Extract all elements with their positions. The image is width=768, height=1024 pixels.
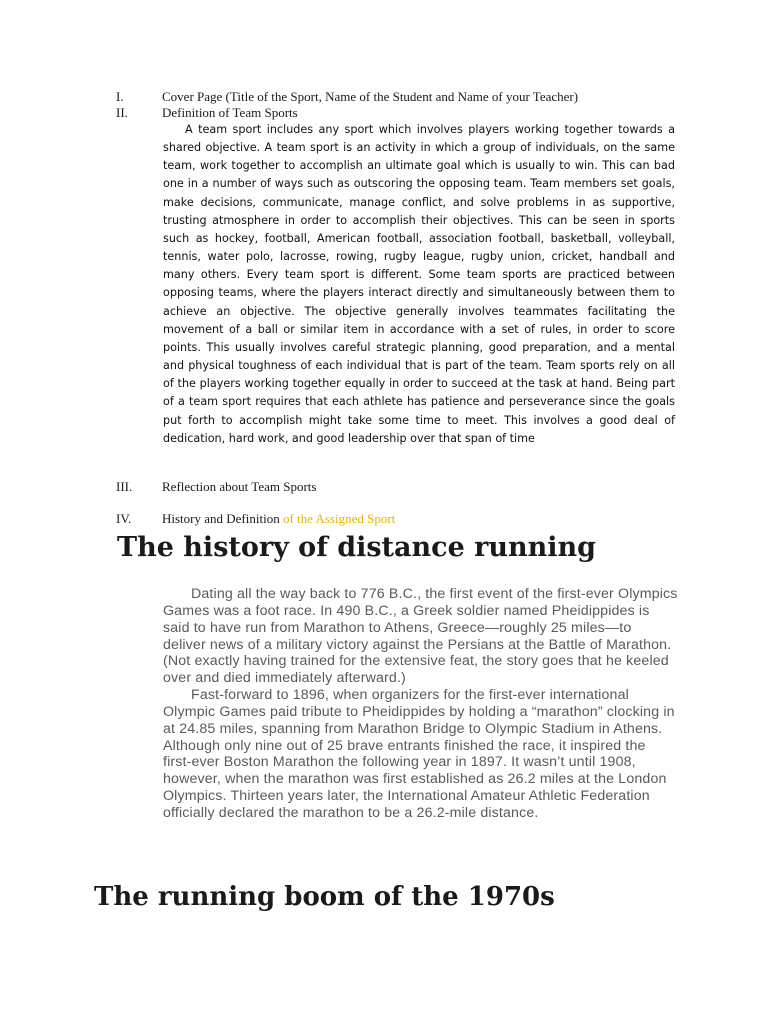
outline-number: II. — [116, 105, 128, 120]
outline-text: Cover Page (Title of the Sport, Name of the Student and Name of your Teacher) — [162, 89, 579, 104]
running-boom-heading: The running boom of the 1970s — [94, 882, 555, 912]
team-sports-definition-paragraph: A team sport includes any sport which involves players working together towards a shared objective. A team sport is an activity in which a group of individuals, on the same team, work together to accomplish an ultimate goal which is usually to win. This can bad one in a number of ways such as outscoring the opposing team. Team members set goals, make decisions, communicate, manage conflict, and solve problems in as supportive, trusting atmosphere in order to accomplish their objectives. This can be seen in sports such as hockey, football, American football, association football, basketball, volleyball, tennis, water polo, lacrosse, rowing, rugby league, rugby union, cricket, handball and many others. Every team sport is different. Some team sports are practiced between opposing teams, where the players interact directly and simultaneously between them to achieve an objective. The objective generally involves teammates facilitating the movement of a ball or similar item in accordance with a set of rules, in order to score points. This usually involves careful strategic planning, good preparation, and a mental and physical toughness of each individual that is part of the team. Team sports rely on all of the players working together equally in order to succeed at the task at hand. Being part of a team sport requires that each athlete has patience and perseverance since the goals put forth to accomplish might take some time to meet. This involves a good deal of dedication, hard work, and good leadership over that span of time — [163, 123, 675, 445]
outline-number: I. — [116, 89, 124, 104]
outline-text-main: History and Definition — [162, 511, 283, 526]
history-paragraph: Dating all the way back to 776 B.C., the first event of the first-ever Olympics Games was a foot race. In 490 B.C., a Greek soldier named Pheidippides is said to have run from Marathon to Athens, Greece—roughly 25 miles—to deliver news of a military victory against the Persians at the Battle of Marathon. (Not exactly having trained for the extensive feat, the story goes that he keeled over and died immediately afterward.) — [163, 586, 678, 687]
history-body — [163, 586, 678, 822]
outline-text: Reflection about Team Sports — [162, 479, 317, 494]
outline-number: IV. — [116, 511, 132, 526]
outline-text: Definition of Team Sports — [162, 105, 298, 120]
history-paragraph: Fast-forward to 1896, when organizers for the first-ever international Olympic Games paid tribute to Pheidippides by holding a “marathon” clocking in at 24.85 miles, spanning from Marathon Bridge to Olympic Stadium in Athens. Although only nine out of 25 brave entrants finished the race, it inspired the first-ever Boston Marathon the following year in 1897. It wasn’t until 1908, however, when the marathon was first established as 26.2 miles at the London Olympics. Thirteen years later, the International Amateur Athletic Federation officially declared the marathon to be a 26.2-mile distance. — [163, 687, 675, 821]
outline-text — [162, 510, 395, 527]
outline-number: III. — [116, 479, 133, 494]
outline-text-highlight: of the Assigned Sport — [282, 511, 396, 526]
history-heading: The history of distance running — [117, 532, 597, 563]
